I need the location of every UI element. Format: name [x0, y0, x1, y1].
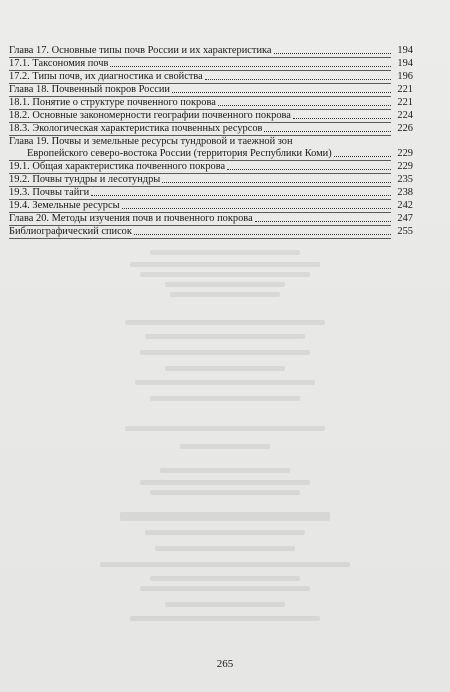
toc-entry-chapter-17 — [9, 45, 413, 57]
toc-entry-title: Глава 18. Почвенный покров России — [9, 84, 170, 95]
toc-entry-page: 242 — [397, 200, 413, 211]
toc-entry-page: 194 — [397, 58, 413, 69]
dot-leader — [264, 131, 391, 132]
show-through-imprint — [40, 250, 410, 630]
toc-entry-page: 221 — [397, 84, 413, 95]
dot-leader — [227, 169, 391, 170]
toc-entry-chapter-19 — [9, 136, 413, 160]
underline-rule — [9, 238, 391, 239]
toc-entry-page: 229 — [397, 148, 413, 159]
toc-entry-title: Глава 20. Методы изучения почв и почвенного покрова — [9, 213, 253, 224]
toc-entry-title: 19.1. Общая характеристика почвенного покрова — [9, 161, 226, 172]
toc-entry-18-2 — [9, 110, 413, 122]
toc-entry-bibliography — [9, 226, 413, 238]
toc-entry-title: 19.3. Почвы тайги — [9, 187, 90, 198]
toc-entry-page: 238 — [397, 187, 413, 198]
toc-entry-title-line2: Европейского северо-востока России (территория Республики Коми) — [27, 148, 332, 159]
dot-leader — [122, 208, 391, 209]
dot-leader — [293, 118, 391, 119]
table-of-contents — [9, 45, 413, 239]
toc-entry-17-1 — [9, 58, 413, 70]
toc-entry-page: 247 — [397, 213, 413, 224]
toc-entry-page: 229 — [397, 161, 413, 172]
page-number: 265 — [216, 658, 234, 670]
toc-entry-title: 19.4. Земельные ресурсы — [9, 200, 120, 211]
toc-entry-title-line1: Глава 19. Почвы и земельные ресурсы тундровой и таежной зон — [9, 136, 293, 147]
toc-entry-title: 17.1. Таксономия почв — [9, 58, 109, 69]
dot-leader — [172, 92, 391, 93]
toc-entry-17-2 — [9, 71, 413, 83]
toc-entry-18-1 — [9, 97, 413, 109]
toc-entry-page: 226 — [397, 123, 413, 134]
toc-entry-chapter-18 — [9, 84, 413, 96]
toc-entry-title: Глава 17. Основные типы почв России и их характеристика — [9, 45, 272, 56]
dot-leader — [218, 105, 391, 106]
dot-leader — [205, 79, 391, 80]
dot-leader — [334, 156, 391, 157]
dot-leader — [134, 234, 391, 235]
toc-entry-title: 18.2. Основные закономерности географии почвенного покрова — [9, 110, 291, 121]
toc-entry-19-2 — [9, 174, 413, 186]
dot-leader — [255, 221, 391, 222]
toc-entry-title: 18.1. Понятие о структуре почвенного покрова — [9, 97, 216, 108]
dot-leader — [274, 53, 391, 54]
toc-entry-page: 224 — [397, 110, 413, 121]
toc-entry-page: 235 — [397, 174, 413, 185]
toc-entry-19-1 — [9, 161, 413, 173]
toc-entry-18-3 — [9, 123, 413, 135]
toc-entry-title: 17.2. Типы почв, их диагностика и свойства — [9, 71, 203, 82]
toc-entry-page: 194 — [397, 45, 413, 56]
toc-entry-page: 221 — [397, 97, 413, 108]
toc-entry-title: Библиографический список — [9, 226, 132, 237]
toc-entry-title: 18.3. Экологическая характеристика почвенных ресурсов — [9, 123, 263, 134]
toc-entry-chapter-20 — [9, 213, 413, 225]
toc-entry-19-3 — [9, 187, 413, 199]
toc-entry-19-4 — [9, 200, 413, 212]
toc-entry-page: 255 — [397, 226, 413, 237]
dot-leader — [110, 66, 391, 67]
dot-leader — [162, 182, 391, 183]
toc-entry-title: 19.2. Почвы тундры и лесотундры — [9, 174, 161, 185]
toc-entry-page: 196 — [397, 71, 413, 82]
dot-leader — [91, 195, 391, 196]
